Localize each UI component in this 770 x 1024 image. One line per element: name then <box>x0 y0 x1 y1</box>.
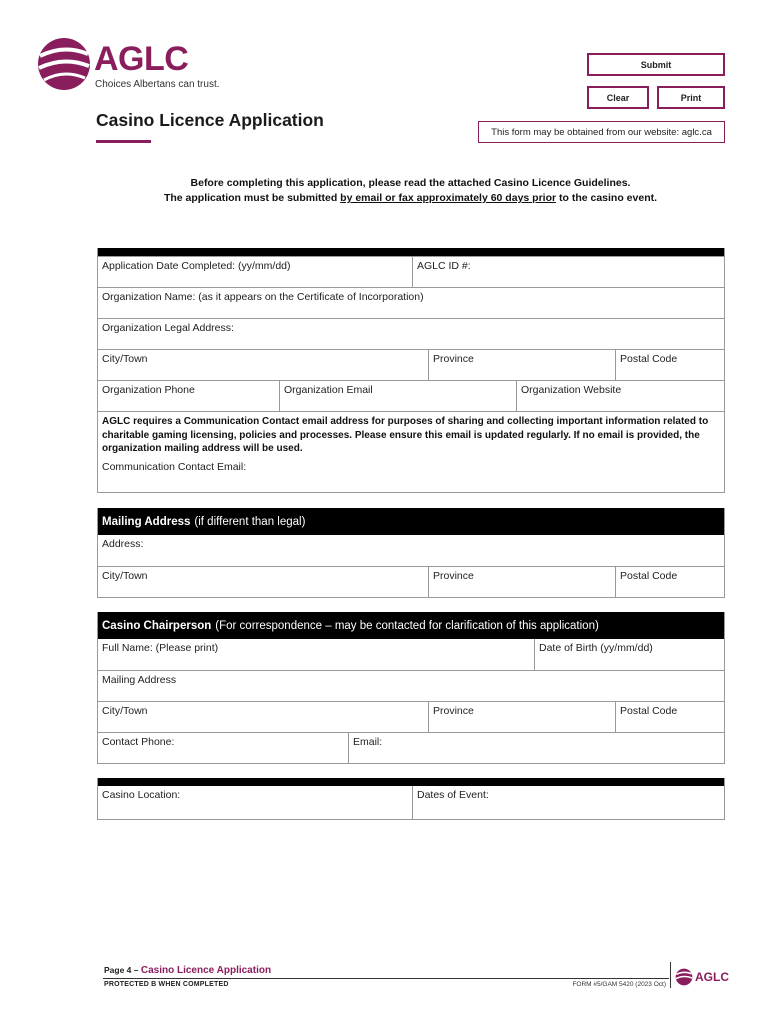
row-chair-mailing <box>98 670 724 701</box>
row-org-name <box>98 287 724 318</box>
chairperson-section <box>97 612 725 764</box>
chair-mailing-field[interactable]: Mailing Address <box>102 674 177 686</box>
intro-line-1: Before completing this application, please read the attached Casino Licence Guidelines. <box>190 177 631 189</box>
communication-email-field[interactable]: Communication Contact Email: <box>102 461 247 473</box>
date-completed-field[interactable]: Application Date Completed: (yy/mm/dd) <box>102 260 291 272</box>
aglc-logo <box>36 36 221 96</box>
footer-page-number: Page 4 – <box>104 965 141 975</box>
city-field[interactable]: City/Town <box>102 353 148 365</box>
intro-text <box>96 176 725 206</box>
intro-line-2-underlined: by email or fax approximately 60 days prior <box>340 192 557 204</box>
logo-tagline: Choices Albertans can trust. <box>95 79 220 90</box>
org-name-field[interactable]: Organization Name: (as it appears on the Certificate of Incorporation) <box>102 291 424 303</box>
legal-address-field[interactable]: Organization Legal Address: <box>102 322 234 334</box>
org-website-field[interactable]: Organization Website <box>516 381 724 411</box>
website-note: This form may be obtained from our website: aglc.ca <box>478 121 725 143</box>
row-comm-email <box>98 461 724 492</box>
row-mailing-address <box>98 535 724 566</box>
footer-form-number: FORM #5/GAM 5420 (2023 Oct) <box>572 981 666 988</box>
chair-postal-field[interactable]: Postal Code <box>615 702 724 732</box>
footer-page-label <box>104 965 271 976</box>
row-contact <box>98 380 724 411</box>
chair-city-field[interactable]: City/Town <box>102 705 148 717</box>
section-top-bar <box>98 248 724 256</box>
aglc-id-field[interactable]: AGLC ID #: <box>412 257 724 287</box>
footer-vertical-divider <box>670 962 671 988</box>
chair-dob-field[interactable]: Date of Birth (yy/mm/dd) <box>534 639 724 670</box>
footer-page-title: Casino Licence Application <box>140 965 272 976</box>
logo-wordmark: AGLC <box>94 40 189 78</box>
casino-location-field[interactable]: Casino Location: <box>102 789 181 801</box>
chair-full-name-field[interactable]: Full Name: (Please print) <box>102 642 219 654</box>
intro-line-2 <box>96 191 725 206</box>
chair-province-field[interactable]: Province <box>428 702 615 732</box>
row-event <box>98 786 724 819</box>
footer-logo-wordmark: AGLC <box>695 970 729 984</box>
mailing-header <box>98 508 724 535</box>
print-button[interactable]: Print <box>657 86 725 109</box>
intro-line-2-prefix: The application must be submitted <box>163 192 341 204</box>
clear-button[interactable]: Clear <box>587 86 649 109</box>
province-field[interactable]: Province <box>428 350 615 380</box>
row-chair-city <box>98 701 724 732</box>
footer-protected-note: PROTECTED B WHEN COMPLETED <box>104 981 229 988</box>
row-chair-contact <box>98 732 724 763</box>
event-section <box>97 778 725 820</box>
intro-line-2-suffix: to the casino event. <box>556 192 658 204</box>
footer-divider <box>103 978 669 979</box>
mailing-header-note: (if different than legal) <box>194 515 306 528</box>
title-underline <box>96 140 151 143</box>
mailing-city-field[interactable]: City/Town <box>102 570 148 582</box>
footer-logo <box>675 968 730 990</box>
row-notice <box>98 411 724 461</box>
postal-code-field[interactable]: Postal Code <box>615 350 724 380</box>
mailing-address-field[interactable]: Address: <box>102 538 144 550</box>
mailing-header-title: Mailing Address <box>102 515 191 528</box>
row-mailing-city <box>98 566 724 597</box>
footer-logo-icon <box>675 968 693 986</box>
mailing-province-field[interactable]: Province <box>428 567 615 597</box>
row-date-id <box>98 256 724 287</box>
org-email-field[interactable]: Organization Email <box>279 381 516 411</box>
row-chair-name <box>98 639 724 670</box>
communication-notice: AGLC requires a Communication Contact email address for purposes of sharing and collecting important information related to charitable gaming licensing, policies and processes. Please ensure this email is updated regularly. If no email is provided, the organization mailing address will be used. <box>102 416 709 454</box>
organization-section <box>97 248 725 493</box>
row-city-province <box>98 349 724 380</box>
submit-button[interactable]: Submit <box>587 53 725 76</box>
chairperson-header-note: (For correspondence – may be contacted for clarification of this application) <box>215 619 599 632</box>
event-dates-field[interactable]: Dates of Event: <box>412 786 724 819</box>
chair-phone-field[interactable]: Contact Phone: <box>102 736 175 748</box>
chair-email-field[interactable]: Email: <box>348 733 724 763</box>
page-title: Casino Licence Application <box>96 110 324 130</box>
chairperson-header <box>98 612 724 639</box>
row-legal-address <box>98 318 724 349</box>
mailing-section <box>97 508 725 598</box>
aglc-logo-icon <box>36 36 92 92</box>
org-phone-field[interactable]: Organization Phone <box>102 384 195 396</box>
chairperson-header-title: Casino Chairperson <box>102 619 212 632</box>
mailing-postal-field[interactable]: Postal Code <box>615 567 724 597</box>
section-top-bar <box>98 778 724 786</box>
